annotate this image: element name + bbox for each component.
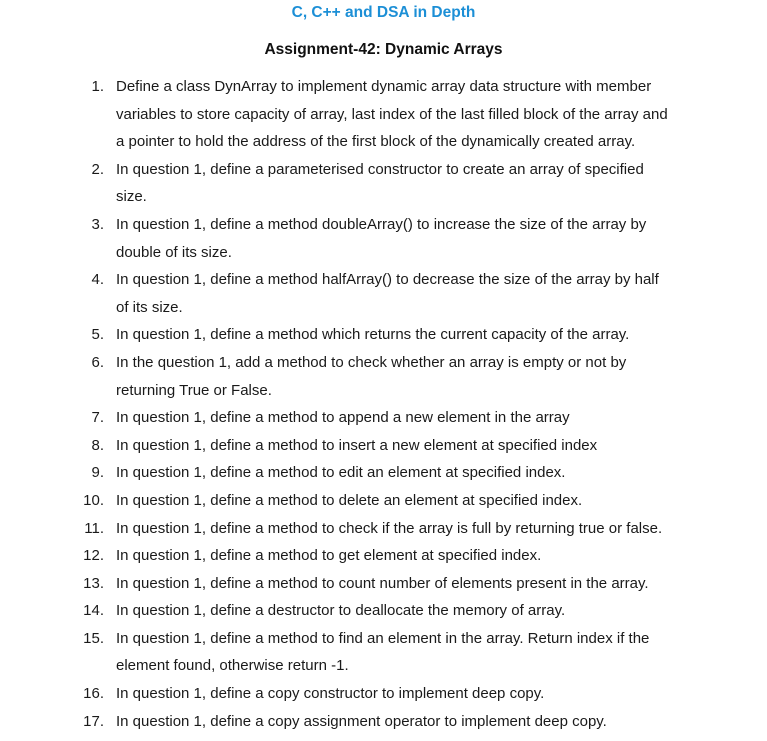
course-title: C, C++ and DSA in Depth [291, 4, 476, 21]
question-item [0, 542, 767, 570]
question-item [0, 404, 767, 432]
question-item [0, 708, 767, 736]
assignment-title: Assignment-42: Dynamic Arrays [264, 41, 503, 58]
question-item [0, 570, 767, 598]
question-number: 12. [83, 547, 104, 565]
question-text-line: Define a class DynArray to implement dynamic array data structure with member [116, 78, 652, 95]
question-number: 17. [83, 712, 104, 730]
question-text-line: size. [116, 188, 147, 206]
question-number: 3. [91, 215, 104, 233]
question-number: 16. [83, 685, 104, 703]
question-item [0, 487, 767, 515]
question-text-line: double of its size. [116, 243, 232, 261]
question-text-line: In question 1, define a method to count number of elements present in the array. [116, 574, 649, 592]
question-item [0, 266, 767, 321]
question-text-line: a pointer to hold the address of the first block of the dynamically created array. [116, 133, 636, 151]
question-text-line: In question 1, define a method halfArray() to decrease the size of the array by half [116, 271, 659, 289]
question-item [0, 432, 767, 460]
question-number: 8. [91, 436, 104, 454]
question-item [0, 680, 767, 708]
question-text-line: In question 1, define a method to find an element in the array. Return index if the [116, 629, 650, 647]
question-text-line: returning True or False. [116, 381, 272, 399]
question-item [0, 211, 767, 266]
question-item [0, 459, 767, 487]
question-number: 7. [91, 409, 104, 427]
question-number: 9. [91, 464, 104, 482]
question-text-line: In question 1, define a method to check if the array is full by returning true or false. [116, 519, 663, 537]
question-number: 4. [91, 271, 104, 289]
question-text-line: In question 1, define a method doubleArray() to increase the size of the array by [116, 215, 647, 233]
question-text-line: In question 1, define a method to insert a new element at specified index [116, 436, 598, 454]
question-text-line: In question 1, define a method to append a new element in the array [116, 409, 570, 427]
question-text-line: In question 1, define a method to delete an element at specified index. [116, 491, 583, 509]
question-item [0, 73, 767, 156]
question-text-line: In question 1, define a destructor to deallocate the memory of array. [116, 602, 566, 620]
question-item [0, 597, 767, 625]
question-number: 13. [83, 574, 104, 592]
question-text-line: element found, otherwise return -1. [116, 657, 349, 675]
question-list [0, 73, 767, 735]
question-text-line: In the question 1, add a method to check whether an array is empty or not by [116, 353, 627, 371]
question-number: 6. [91, 353, 104, 371]
question-item [0, 321, 767, 349]
question-text-line: of its size. [116, 298, 183, 316]
question-text-line: In question 1, define a method which returns the current capacity of the array. [116, 326, 630, 344]
question-number: 14. [83, 602, 104, 620]
question-number: 5. [91, 326, 104, 344]
question-text-line: In question 1, define a method to get element at specified index. [116, 547, 542, 565]
question-item [0, 625, 767, 680]
question-item [0, 156, 767, 211]
question-text-line: In question 1, define a copy assignment operator to implement deep copy. [116, 712, 607, 730]
question-item [0, 515, 767, 543]
question-number: 2. [91, 160, 104, 178]
question-text-line: In question 1, define a parameterised constructor to create an array of specified [116, 160, 644, 178]
question-text-line: In question 1, define a copy constructor to implement deep copy. [116, 685, 545, 703]
question-text-line: In question 1, define a method to edit an element at specified index. [116, 464, 566, 482]
question-number: 1. [91, 78, 104, 95]
question-text-line: variables to store capacity of array, last index of the last filled block of the array and [116, 105, 668, 123]
question-number: 10. [83, 491, 104, 509]
question-number: 11. [84, 519, 104, 537]
question-item [0, 349, 767, 404]
question-number: 15. [83, 629, 104, 647]
